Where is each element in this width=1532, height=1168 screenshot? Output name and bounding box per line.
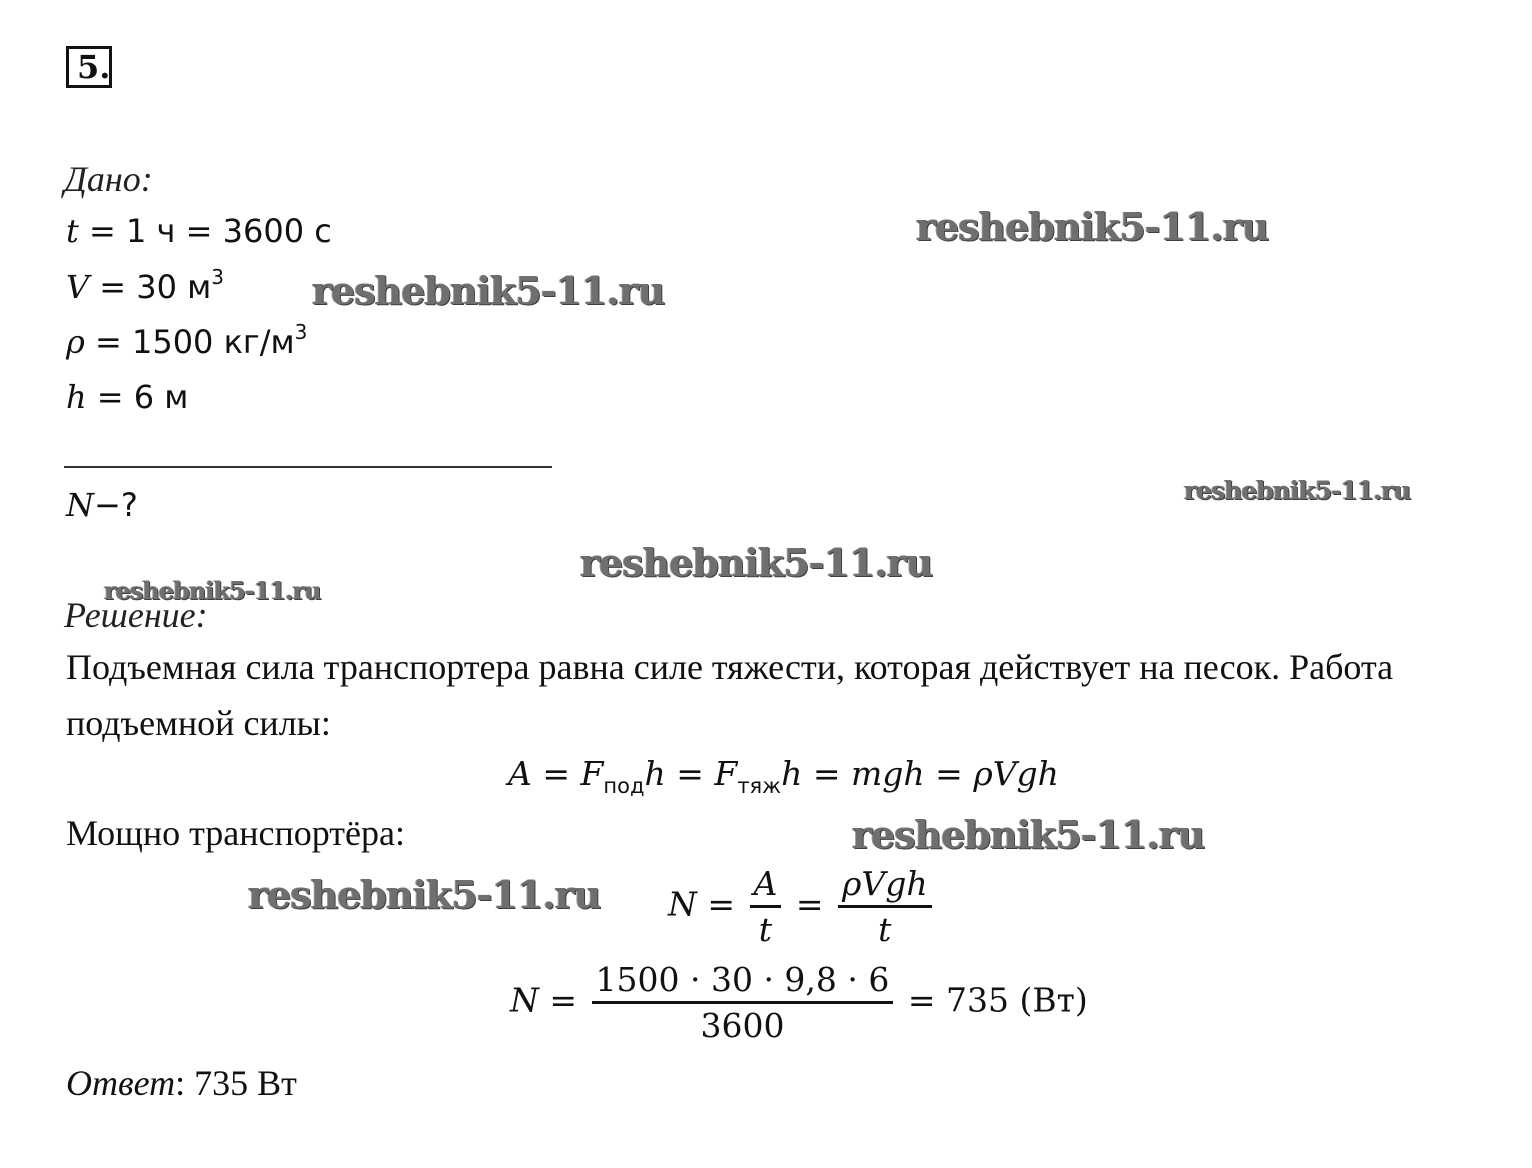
given-line-time [66,212,332,250]
formula-symbol: F [580,754,604,793]
formula-equals: = [538,980,588,1020]
find-symbol: N [66,486,94,524]
given-line-density [66,320,308,361]
formula-symbol: N [510,980,539,1020]
solution-paragraph-line-2: подъемной силы: [66,703,331,743]
fraction-denominator: 3600 [700,1006,785,1045]
formula-equals: = [531,754,581,793]
formula-result: = 735 (Вт) [897,980,1088,1020]
given-superscript: 3 [294,320,308,344]
formula-symbol: A [508,754,532,793]
watermark: reshebnik5-11.ru [1184,476,1411,505]
fraction-a-over-t [750,864,782,949]
given-value: = 6 м [86,378,189,416]
find-line [66,486,138,524]
given-line-height [66,378,188,416]
formula-symbol: N [668,884,697,924]
watermark: reshebnik5-11.ru [104,576,321,605]
answer-label: Ответ [66,1063,176,1103]
given-superscript: 3 [211,265,225,289]
fraction-denominator: t [758,910,773,949]
formula-symbol: mgh [851,754,925,793]
formula-equals: = [665,754,715,793]
fraction-numerator: 1500 · 30 · 9,8 · 6 [592,960,894,1004]
formula-power [668,864,936,949]
given-line-volume [66,265,225,306]
power-label: Мощно транспортёра: [66,813,405,853]
given-symbol: t [66,212,79,250]
watermark: reshebnik5-11.ru [852,812,1205,857]
fraction-numerator: ρVgh [838,864,932,908]
given-heading: Дано: [64,159,153,199]
watermark: reshebnik5-11.ru [916,204,1269,249]
watermark: reshebnik5-11.ru [248,872,601,917]
watermark: reshebnik5-11.ru [312,268,665,313]
find-question: −? [94,486,138,524]
solution-heading: Решение: [64,595,208,635]
given-value: = 30 м [89,268,212,306]
given-value: = 1500 кг/м [84,323,295,361]
answer-value: 735 Вт [185,1063,297,1103]
formula-equals: = [924,754,974,793]
fraction-calculation [592,960,894,1045]
given-symbol: h [66,378,87,416]
given-value: = 1 ч = 3600 с [78,212,332,250]
formula-subscript: тяж [737,774,782,798]
formula-work [508,754,1059,798]
formula-symbol: h [781,754,803,793]
solution-paragraph-line-1: Подъемная сила транспортера равна силе тяжести, которая действует на песок. Работа [66,647,1394,687]
watermark: reshebnik5-11.ru [580,540,933,585]
given-symbol: V [66,268,90,306]
formula-equals: = [696,884,746,924]
formula-equals: = [802,754,852,793]
fraction-rvgh-over-t [838,864,932,949]
fraction-numerator: A [750,864,782,908]
formula-symbol: h [644,754,666,793]
problem-number: 5. [66,46,112,88]
given-divider [64,466,552,468]
answer-colon: : [175,1063,186,1103]
formula-symbol: ρVgh [973,754,1059,793]
given-symbol: ρ [66,323,85,361]
answer-line [66,1062,297,1104]
formula-symbol: F [714,754,738,793]
formula-equals: = [785,884,834,924]
fraction-denominator: t [878,910,892,949]
formula-subscript: под [603,774,645,798]
formula-calculation [510,960,1088,1045]
